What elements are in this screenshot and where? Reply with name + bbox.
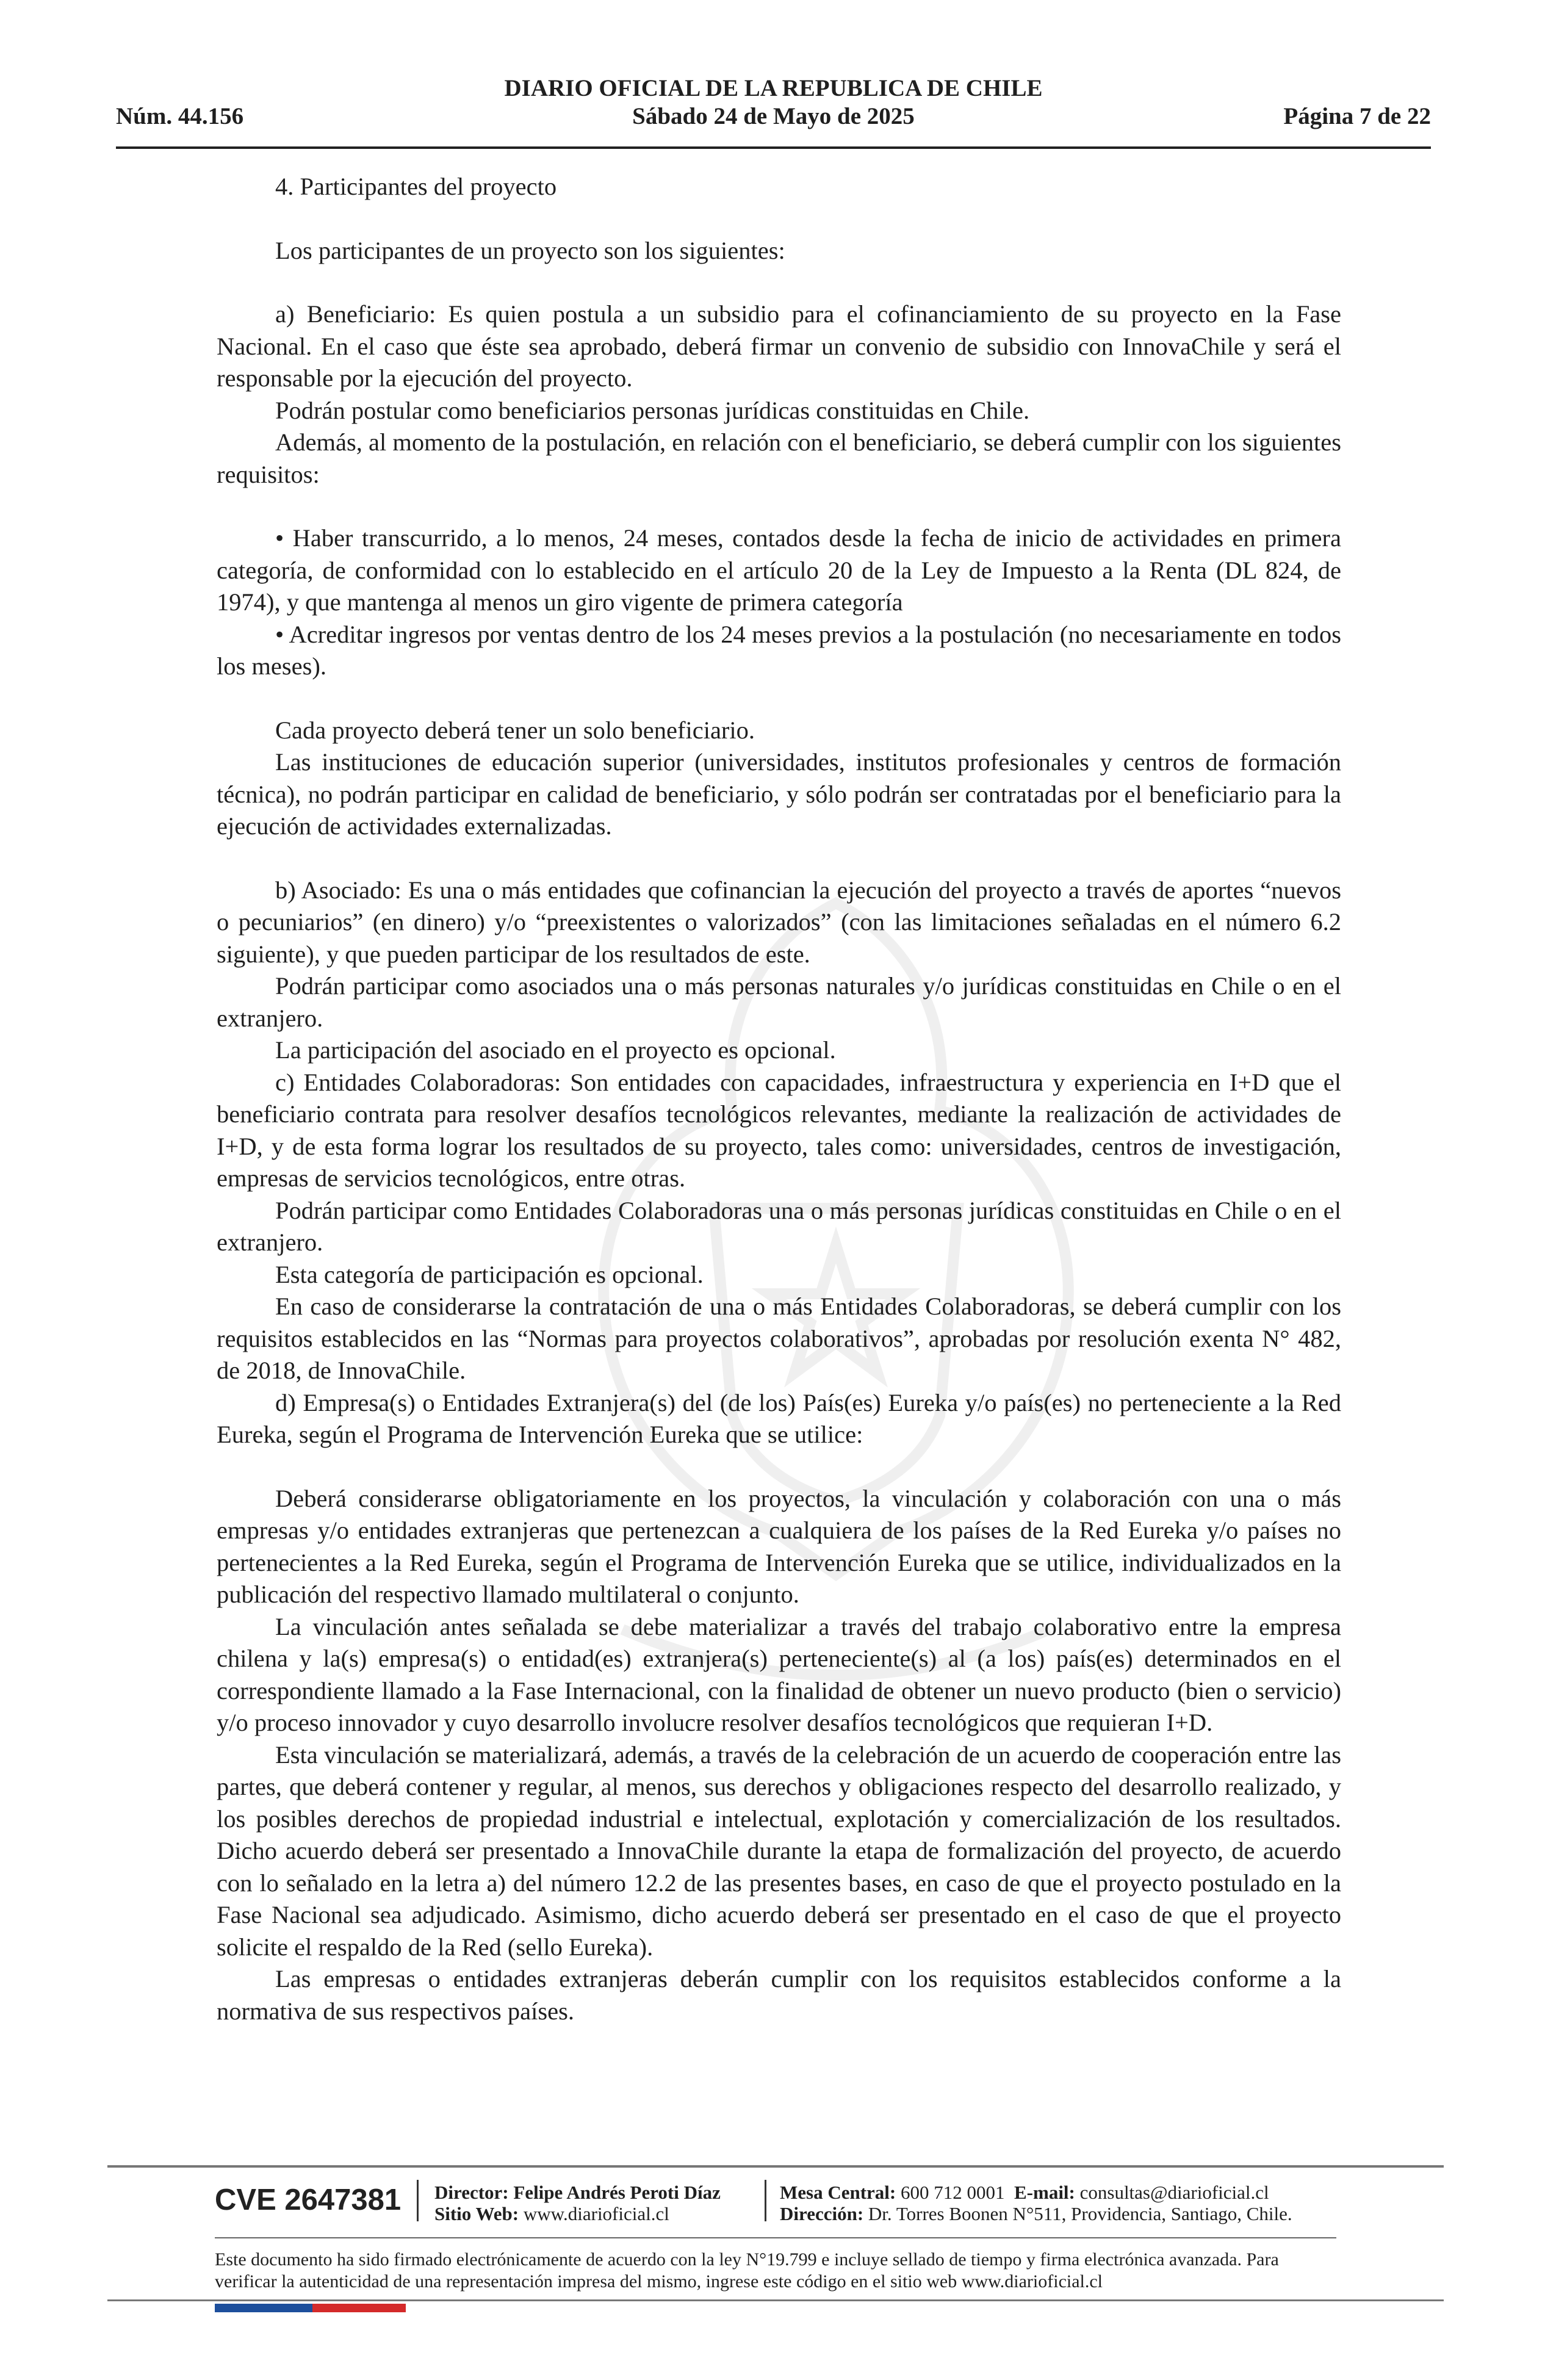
signature-notice: Este documento ha sido firmado electrónicamente de acuerdo con la ley N°19.799 e incluye sellado de tiempo y firma electrónica avanzada. Para verificar la autenticidad de una representación impresa del mismo, ingrese este código en el sitio web www.diarioficial.cl (215, 2249, 1279, 2292)
section-heading: 4. Participantes del proyecto (275, 173, 557, 200)
flag-stripe-blue (215, 2304, 312, 2312)
flag-stripe-red (312, 2304, 406, 2312)
issue-date: Sábado 24 de Mayo de 2025 (632, 103, 915, 129)
paragraph: Esta categoría de participación es opcional. (275, 1260, 704, 1288)
footer-divider (215, 2237, 1336, 2238)
paragraph: Cada proyecto deberá tener un solo beneficiario. (275, 716, 755, 744)
director-label: Director: (434, 2182, 509, 2203)
page-header (116, 74, 1431, 149)
issue-number: Núm. 44.156 (116, 103, 244, 129)
paragraph: b) Asociado: Es una o más entidades que cofinancian la ejecución del proyecto a través de aportes “nuevos o pecuniarios” (en dinero) y/o “preexistentes o valorizados” (con las limitaciones señaladas en el número 6.2 siguiente), y que pueden participar de los resultados de este. (217, 876, 1341, 968)
paragraph: Las empresas o entidades extranjeras deberán cumplir con los requisitos establecidos conforme a la normativa de sus respectivos países. (217, 1965, 1341, 2025)
address: Dr. Torres Boonen N°511, Providencia, Santiago, Chile. (868, 2203, 1292, 2224)
paragraph: La vinculación antes señalada se debe materializar a través del trabajo colaborativo entre la empresa chilena y la(s) empresa(s) o entidad(es) extranjera(s) perteneciente(s) al (a los) país(es) determinados en el correspondiente llamado a la Fase Internacional, con la finalidad de obtener un nuevo producto (bien o servicio) y/o proceso innovador y cuyo desarrollo involucre resolver desafíos tecnológicos que requieran I+D. (217, 1612, 1341, 1736)
paragraph: c) Entidades Colaboradoras: Son entidades con capacidades, infraestructura y experiencia en I+D que el beneficiario contrata para resolver desafíos tecnológicos relevantes, mediante la realización de actividades de I+D, y de esta forma lograr los resultados de su proyecto, tales como: universidades, centros de investigación, empresas de servicios tecnológicos, entre otras. (217, 1068, 1341, 1192)
paragraph: d) Empresa(s) o Entidades Extranjera(s) del (de los) País(es) Eureka y/o país(es) no perteneciente a la Red Eureka, según el Programa de Intervención Eureka que se utilice: (217, 1388, 1341, 1448)
cve-code: CVE 2647381 (215, 2183, 402, 2216)
phone-label: Mesa Central: (780, 2182, 896, 2203)
footer-divider (107, 2165, 1444, 2168)
director-info (434, 2182, 721, 2224)
paragraph: Además, al momento de la postulación, en relación con el beneficiario, se deberá cumplir con los siguientes requisitos: (217, 428, 1341, 488)
contact-info (780, 2182, 1292, 2224)
website-link[interactable]: www.diarioficial.cl (523, 2203, 669, 2224)
bullet-item: • Haber transcurrido, a lo menos, 24 meses, contados desde la fecha de inicio de actividades en primera categoría, de conformidad con lo establecido en el artículo 20 de la Ley de Impuesto a la Renta (DL 824, de 1974), y que mantenga al menos un giro vigente de primera categoría (217, 524, 1341, 616)
phone-number: 600 712 0001 (901, 2182, 1005, 2203)
address-label: Dirección: (780, 2203, 864, 2224)
email-link[interactable]: consultas@diarioficial.cl (1079, 2182, 1269, 2203)
bullet-item: • Acreditar ingresos por ventas dentro de los 24 meses previos a la postulación (no necesariamente en todos los meses). (217, 620, 1341, 680)
paragraph: La participación del asociado en el proyecto es opcional. (275, 1036, 836, 1064)
footer-separator (765, 2180, 766, 2221)
paragraph: Podrán participar como Entidades Colaboradoras una o más personas jurídicas constituidas en Chile o en el extranjero. (217, 1196, 1341, 1256)
email-label: E-mail: (1014, 2182, 1075, 2203)
page-number: Página 7 de 22 (1283, 103, 1431, 129)
paragraph: En caso de considerarse la contratación de una o más Entidades Colaboradoras, se deberá cumplir con los requisitos establecidos en las “Normas para proyectos colaborativos”, aprobadas por resolución exenta N° 482, de 2018, de InnovaChile. (217, 1293, 1341, 1384)
footer-divider (107, 2299, 1444, 2301)
paragraph: Deberá considerarse obligatoriamente en los proyectos, la vinculación y colaboración con una o más empresas y/o entidades extranjeras que pertenezcan a cualquiera de los países de la Red Eureka y/o países no pertenecientes a la Red Eureka, según el Programa de Intervención Eureka que se utilice, individualizados en la publicación del respectivo llamado multilateral o conjunto. (217, 1484, 1341, 1608)
paragraph: Las instituciones de educación superior (universidades, institutos profesionales y centros de formación técnica), no podrán participar en calidad de beneficiario, y sólo podrán ser contratadas por el beneficiario para la ejecución de actividades externalizadas. (217, 748, 1341, 840)
footer-separator (417, 2180, 419, 2221)
paragraph: a) Beneficiario: Es quien postula a un subsidio para el cofinanciamiento de su proyecto en la Fase Nacional. En el caso que éste sea aprobado, deberá firmar un convenio de subsidio con InnovaChile y será el responsable por la ejecución del proyecto. (217, 300, 1341, 392)
publication-title (116, 74, 1431, 131)
website-label: Sitio Web: (434, 2203, 519, 2224)
paragraph: Los participantes de un proyecto son los siguientes: (275, 236, 785, 264)
paragraph: Podrán postular como beneficiarios personas jurídicas constituidas en Chile. (275, 396, 1030, 424)
paragraph: Podrán participar como asociados una o más personas naturales y/o jurídicas constituidas en Chile o en el extranjero. (217, 972, 1341, 1032)
document-body (217, 171, 1341, 2027)
paragraph: Esta vinculación se materializará, además, a través de la celebración de un acuerdo de cooperación entre las partes, que deberá contener y regular, al menos, sus derechos y obligaciones respecto del desarrollo realizado, y los posibles derechos de propiedad industrial e intelectual, explotación y comercialización de los resultados. Dicho acuerdo deberá ser presentado a InnovaChile durante la etapa de formalización del proyecto, de acuerdo con lo señalado en la letra a) del número 12.2 de las presentes bases, en caso de que el proyecto postulado en la Fase Nacional sea adjudicado. Asimismo, dicho acuerdo deberá ser presentado en el caso de que el proyecto solicite el respaldo de la Red (sello Eureka). (217, 1740, 1341, 1961)
director-name: Felipe Andrés Peroti Díaz (513, 2182, 721, 2203)
masthead-title: DIARIO OFICIAL DE LA REPUBLICA DE CHILE (504, 75, 1043, 101)
